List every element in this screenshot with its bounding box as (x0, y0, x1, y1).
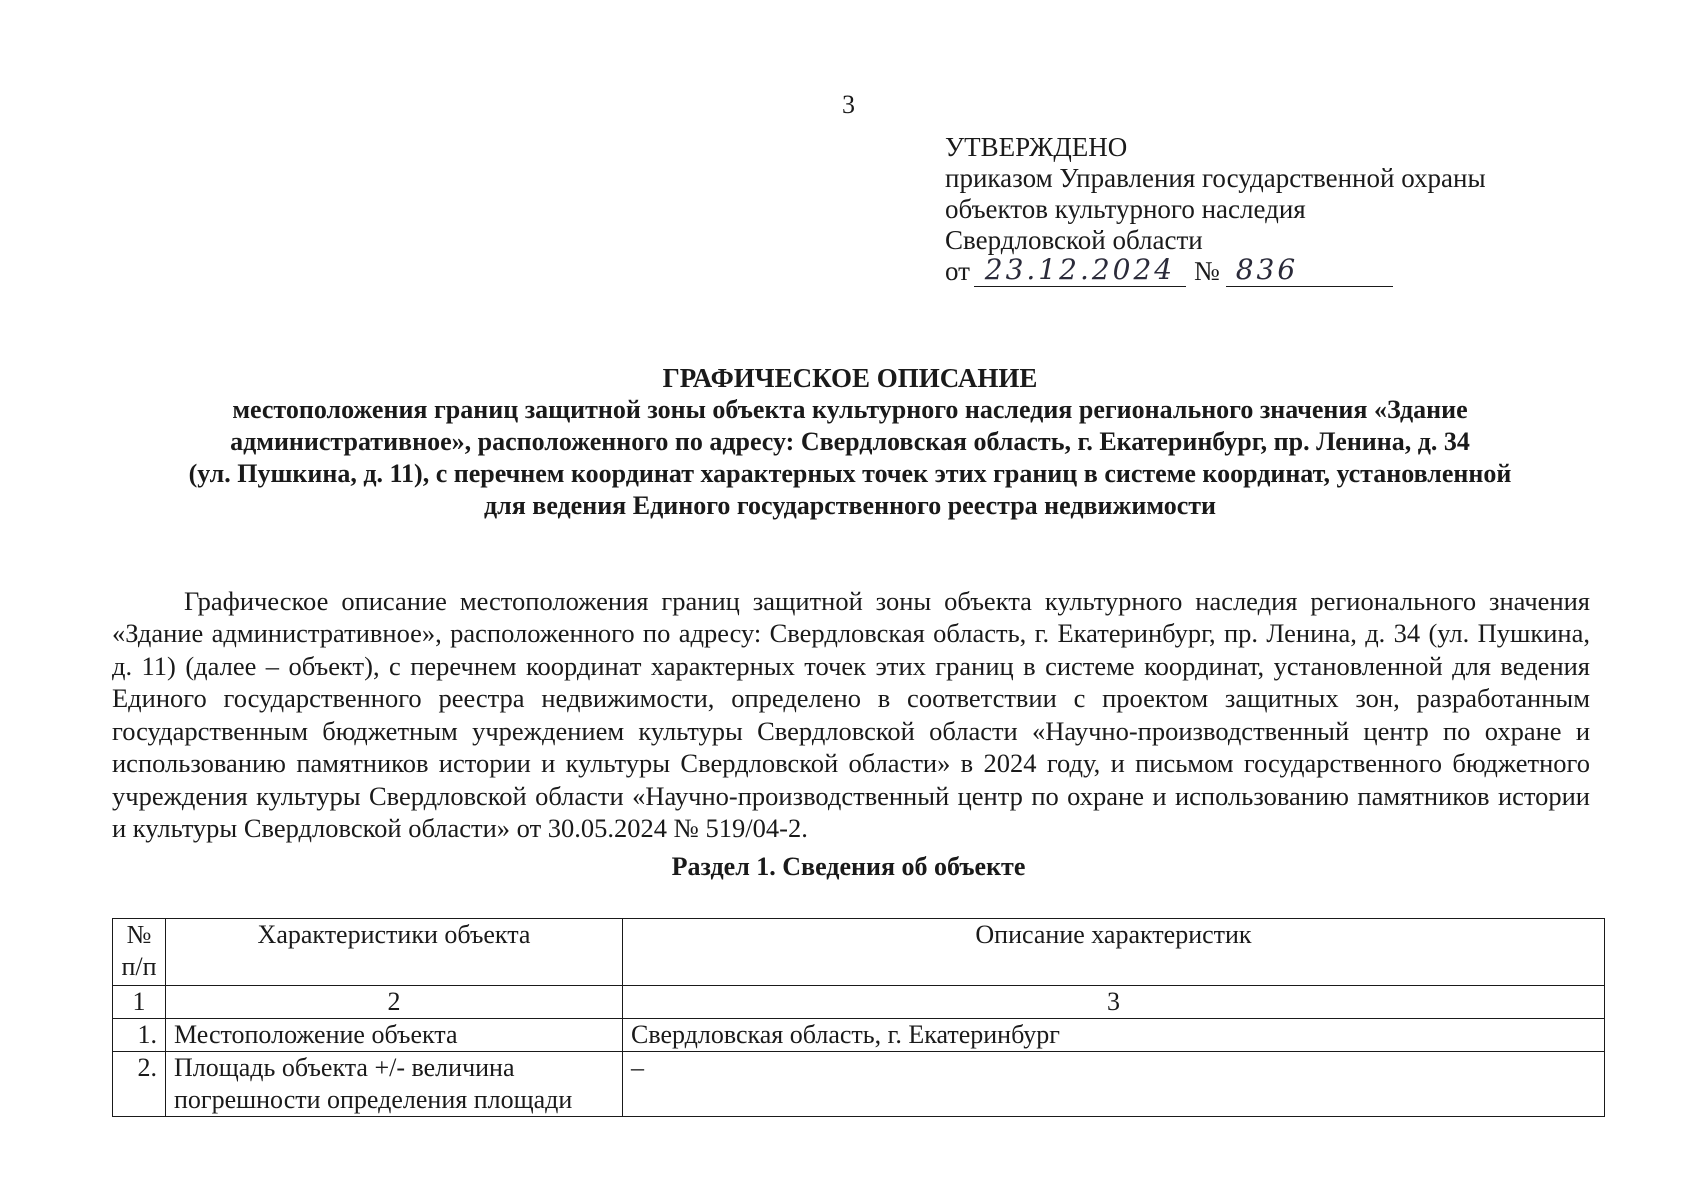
title-line-3: (ул. Пушкина, д. 11), с перечнем координат характерных точек этих границ в системе координат, установленной (188, 459, 1512, 488)
row-characteristic: Площадь объекта +/- величина погрешности определения площади (166, 1052, 623, 1117)
table-row (113, 1019, 1605, 1052)
table-header-row (113, 919, 1605, 986)
main-heading: ГРАФИЧЕСКОЕ ОПИСАНИЕ (662, 363, 1038, 393)
approval-line-1: приказом Управления государственной охраны (945, 163, 1486, 193)
document-title (110, 362, 1590, 522)
header-number: № п/п (113, 919, 166, 986)
index-cell-3: 3 (623, 986, 1605, 1019)
row-description: – (623, 1052, 1605, 1117)
approval-block (945, 132, 1565, 287)
number-label: № (1193, 256, 1220, 286)
handwritten-number: 836 (1235, 253, 1299, 286)
table-row (113, 1052, 1605, 1117)
approval-date-line (945, 253, 1565, 287)
date-blank (974, 253, 1186, 287)
section-heading: Раздел 1. Сведения об объекте (671, 852, 1026, 881)
approval-line-3: Свердловской области (945, 225, 1203, 255)
title-line-2: административное», расположенного по адресу: Свердловская область, г. Екатеринбург, пр. Ленина, д. 34 (230, 427, 1470, 456)
approval-line-2: объектов культурного наследия (945, 194, 1306, 224)
from-label: от (945, 256, 970, 286)
header-description: Описание характеристик (623, 919, 1605, 986)
row-characteristic: Местоположение объекта (166, 1019, 623, 1052)
row-number: 1. (113, 1019, 166, 1052)
index-cell-1: 1 (113, 986, 166, 1019)
index-cell-2: 2 (166, 986, 623, 1019)
header-characteristics: Характеристики объекта (166, 919, 623, 986)
handwritten-date: 23.12.2024 (984, 253, 1176, 286)
body-paragraph: Графическое описание местоположения границ защитной зоны объекта культурного наследия регионального значения «Здание административное», расположенного по адресу: Свердловская область, г. Екатеринбург, пр. Ленина, д. 34 (ул. Пушкина, д. 11) (далее – объект), с перечнем координат характерных точек этих границ в системе координат, установленной для ведения Единого государственного реестра недвижимости, определено в соответствии с проектом защитных зон, разработанным государственным бюджетным учреждением культуры Свердловской области «Научно-производственный центр по охране и использованию памятников истории и культуры Свердловской области» в 2024 году, и письмом государственного бюджетного учреждения культуры Свердловской области «Научно-производственный центр по охране и использованию памятников истории и культуры Свердловской области» от 30.05.2024 № 519/04-2. (112, 585, 1590, 843)
title-line-1: местоположения границ защитной зоны объекта культурного наследия регионального значения «Здание (232, 395, 1468, 424)
approval-title: УТВЕРЖДЕНО (945, 132, 1128, 162)
page-number: 3 (842, 90, 855, 119)
table-index-row (113, 986, 1605, 1019)
title-line-4: для ведения Единого государственного реестра недвижимости (483, 491, 1216, 520)
object-info-table (112, 918, 1605, 1117)
number-blank (1226, 253, 1393, 287)
row-description: Свердловская область, г. Екатеринбург (623, 1019, 1605, 1052)
row-number: 2. (113, 1052, 166, 1117)
